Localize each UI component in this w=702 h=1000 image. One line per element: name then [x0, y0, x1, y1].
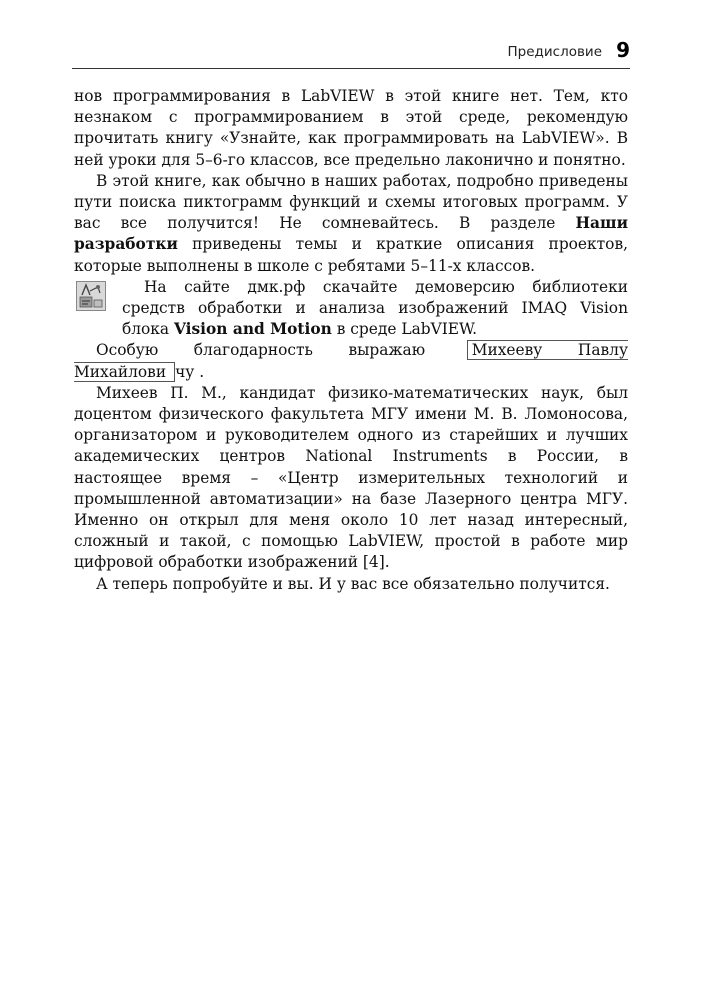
body-text: [74, 86, 628, 595]
running-header: [0, 0, 702, 72]
paragraph-text: чу .: [175, 362, 205, 381]
paragraph-text: приведены темы и краткие описания проектов, которые выполнены в школе с ребятами 5–11-х классов.: [74, 235, 628, 275]
labview-vi-icon: [76, 281, 106, 311]
paragraph-closing: А теперь попробуйте и вы. И у вас все обязательно получится.: [96, 574, 610, 593]
download-note: [74, 277, 628, 341]
note-text: в среде LabVIEW.: [331, 320, 478, 339]
product-name: Vision and Motion: [174, 320, 332, 339]
note-text: На сайте дмк.рф скачайте демоверсию библиотеки средств обработки и анализа изображений IMAQ Vision блока: [122, 277, 628, 339]
paragraph-biography: Михеев П. М., кандидат физико-математических наук, был доцентом физического факультета МГУ имени М. В. Ломоносова, организатором и руководителем одного из старейших и лучших академических центров National Instruments в России, в настоящее время – «Центр измерительных технологий и промышленной автоматизации» на базе Лазерного центра МГУ. Именно он открыл для меня около 10 лет назад интересный, сложный и такой, с помощью LabVIEW, простой в работе мир цифровой обработки изображений [4].: [74, 383, 628, 572]
paragraph-text: В этой книге, как обычно в наших работах, подробно приведены пути поиска пиктограмм функций и схемы итоговых программ. У вас все получится! Не сомневайтесь. В разделе: [74, 171, 628, 233]
person-name-box: Михееву Павлу Михайлови: [74, 341, 628, 381]
note-paragraph: [122, 277, 628, 341]
page-number: 9: [616, 38, 630, 62]
paragraph-text: Особую благодарность выражаю: [96, 341, 461, 360]
header-rule: [72, 68, 630, 69]
paragraph-acknowledgment: [74, 340, 628, 382]
paragraph-book-description: [74, 171, 628, 277]
paragraph-continuation: нов программирования в LabVIEW в этой книге нет. Тем, кто незнаком с программированием в этой среде, рекомендую прочитать книгу «Узнайте, как программировать на LabVIEW». В ней уроки для 5–6-го классов, все предельно лаконично и понятно.: [74, 87, 628, 169]
section-reference: Наши разработки: [74, 214, 628, 254]
running-title: Предисловие: [507, 44, 602, 60]
